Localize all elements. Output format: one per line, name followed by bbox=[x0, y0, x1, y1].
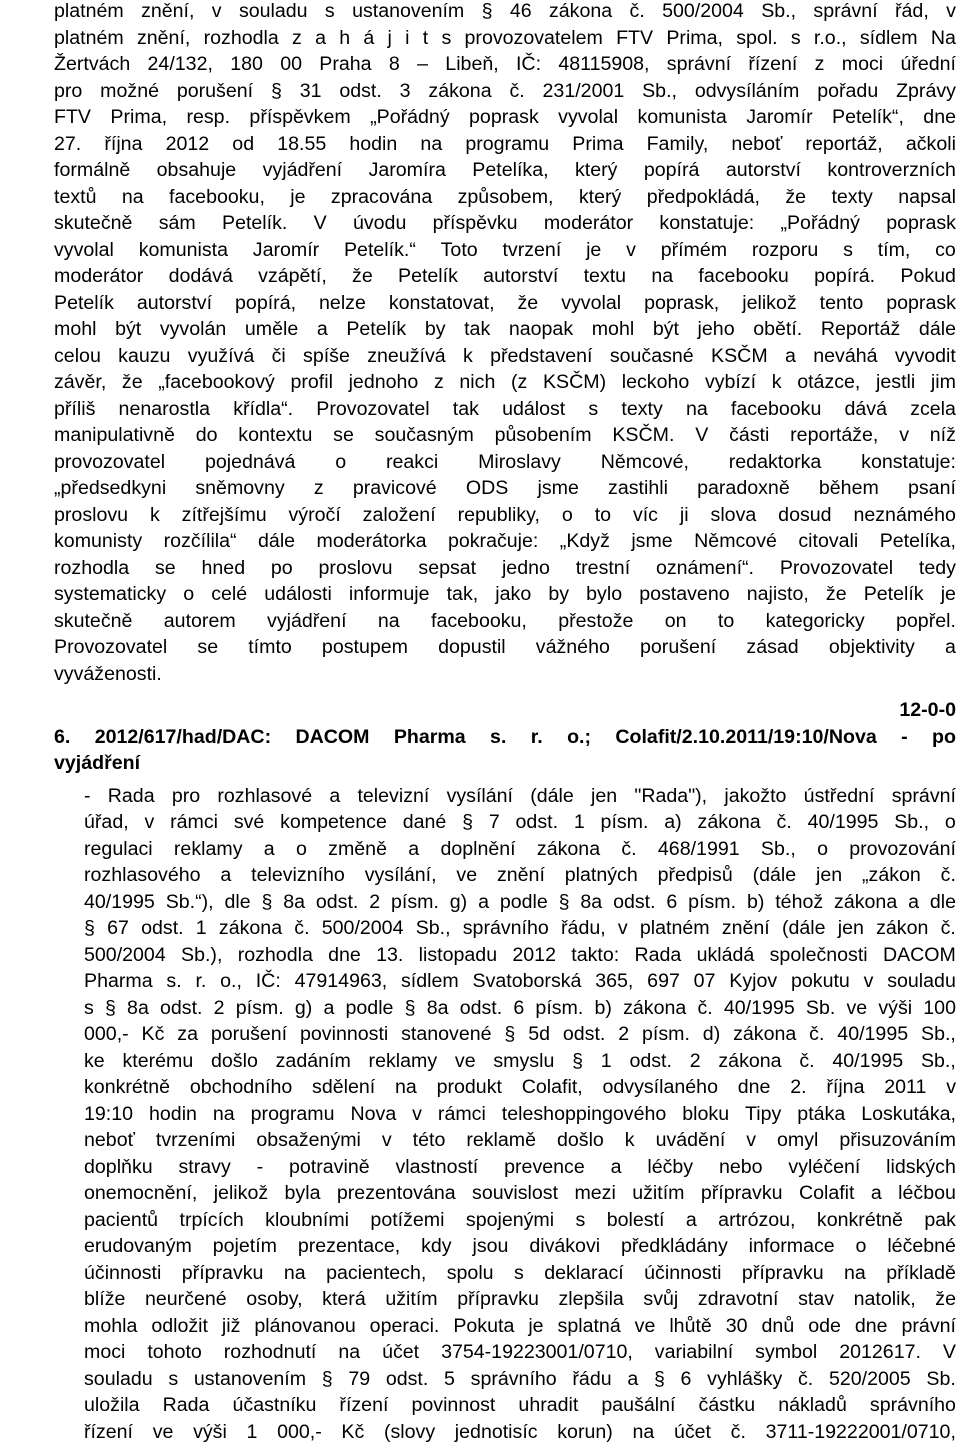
text-line: komunisty rozčílila“ dále moderátorka pokračuje: „Když jsme Němcové citovali Petelíka, bbox=[54, 530, 956, 552]
decision-paragraph-dacom bbox=[54, 783, 956, 1446]
text-line: Žertvách 24/132, 180 00 Praha 8 – Libeň, IČ: 48115908, správní řízení z moci úřední bbox=[54, 53, 956, 75]
text-line: provozovatel pojednává o reakci Miroslavy Němcové, redaktorka konstatuje: bbox=[54, 450, 956, 473]
text-line: rozhlasového a televizního vysílání, ve znění platných předpisů (dále jen „zákon č. bbox=[84, 864, 956, 886]
vote-result-text: 12-0-0 bbox=[899, 699, 956, 721]
text-line: uložila Rada účastníku řízení povinnost uhradit paušální částku nákladů správního bbox=[84, 1394, 956, 1416]
text-line: skutečně sám Petelík. V úvodu příspěvku moderátor konstatuje: „Pořádný poprask bbox=[54, 212, 956, 234]
text-line: pro možné porušení § 31 odst. 3 zákona č. 231/2001 Sb., odvysíláním pořadu Zprávy bbox=[54, 79, 956, 102]
text-line: „předsedkyni sněmovny z pravicové ODS jsme zastihli paradoxně během psaní bbox=[54, 477, 956, 499]
text-line: skutečně autorem vyjádření na facebooku, přestože on to kategoricky popřel. bbox=[54, 609, 956, 632]
text-line: blíže neurčené osoby, která užitím přípravku zlepšila svůj zdravotní stav natolik, že bbox=[84, 1288, 956, 1310]
text-line: vyjádření bbox=[54, 752, 141, 774]
text-line: 500/2004 Sb.), rozhodla dne 13. listopadu 2012 takto: Rada ukládá společnosti DACOM bbox=[84, 943, 956, 966]
text-line: regulaci reklamy a o změně a doplnění zákona č. 468/1991 Sb., o provozování bbox=[84, 837, 956, 860]
text-line: konkrétně obchodního sdělení na produkt Colafit, odvysílaného dne 2. října 2011 v bbox=[84, 1076, 956, 1098]
text-line: - Rada pro rozhlasové a televizní vysílání (dále jen "Rada"), jakožto ústřední správní bbox=[84, 784, 956, 807]
text-line: platném znění, v souladu s ustanovením § 46 zákona č. 500/2004 Sb., správní řád, v bbox=[54, 0, 956, 22]
text-line: moci tohoto rozhodnutí na účet 3754-19223001/0710, variabilní symbol 2012617. V bbox=[84, 1341, 956, 1363]
text-line: vyváženosti. bbox=[54, 662, 162, 685]
text-line: řízení ve výši 1 000,- Kč (slovy jednotisíc korun) na účet č. 3711-19222001/0710, bbox=[84, 1420, 956, 1443]
text-line: 6. 2012/617/had/DAC: DACOM Pharma s. r. o.; Colafit/2.10.2011/19:10/Nova - po bbox=[54, 725, 956, 748]
text-line: formálně obsahuje vyjádření Jaromíra Petelíka, který popírá autorství kontroverzních bbox=[54, 159, 956, 181]
text-line: 000,- Kč za porušení povinnosti stanovené § 5d odst. 2 písm. d) zákona č. 40/1995 Sb., bbox=[84, 1023, 956, 1045]
text-line: neboť tvrzeními obsaženými v této reklamě došlo k uvádění v omyl přisuzováním bbox=[84, 1129, 956, 1151]
text-line: mohla odložit již plánovanou operaci. Pokuta je splatná ve lhůtě 30 dnů ode dne právní bbox=[84, 1314, 956, 1337]
text-line: 27. října 2012 od 18.55 hodin na programu Prima Family, neboť reportáž, ačkoli bbox=[54, 132, 956, 155]
document-page bbox=[54, 0, 956, 1445]
text-line: rozhodla se hned po proslovu sepsat jedno trestní oznámení“. Provozovatel tedy bbox=[54, 556, 956, 579]
text-line: mohl být vyvolán uměle a Petelík by tak naopak mohl být jeho obětí. Reportáž dále bbox=[54, 318, 956, 340]
text-line: 40/1995 Sb.“), dle § 8a odst. 2 písm. g) a podle § 8a odst. 6 písm. b) téhož zákona a dle bbox=[84, 890, 956, 913]
text-line: příliš nenarostla křídla“. Provozovatel tak událost s texty na facebooku dává zcela bbox=[54, 397, 956, 420]
text-line: vyvolal komunista Jaromír Petelík.“ Toto tvrzení je v přímém rozporu s tím, co bbox=[54, 238, 956, 261]
text-line: účinnosti přípravku na pacientech, spolu s deklarací účinnosti přípravku na příkladě bbox=[84, 1261, 956, 1284]
text-line: Petelík autorství popírá, nelze konstatovat, že vyvolal poprask, jelikož tento poprask bbox=[54, 291, 956, 314]
text-line: pacientů trpících kloubními potížemi spojenými s bolestí a artrózou, konkrétně pak bbox=[84, 1208, 956, 1231]
text-line: Provozovatel se tímto postupem dopustil vážného porušení zásad objektivity a bbox=[54, 636, 956, 658]
text-line: závěr, že „facebookový profil jednoho z nich (z KSČM) leckoho vybízí k otázce, jestli jim bbox=[54, 371, 956, 393]
item-heading bbox=[54, 724, 956, 777]
text-line: manipulativně do kontextu se současným působením KSČM. V části reportáže, v níž bbox=[54, 424, 956, 446]
text-line: systematicky o celé události informuje tak, jako by bylo postaveno najisto, že Petelík je bbox=[54, 583, 956, 605]
text-line: proslovu k zítřejšímu výročí založení republiky, o to víc ji slova dosud neznámého bbox=[54, 503, 956, 526]
text-line: FTV Prima, resp. příspěvkem „Pořádný poprask vyvolal komunista Jaromír Petelík“, dne bbox=[54, 106, 956, 128]
text-line: úřad, v rámci své kompetence dané § 7 odst. 1 písm. a) zákona č. 40/1995 Sb., o bbox=[84, 811, 956, 833]
text-line: Pharma s. r. o., IČ: 47914963, sídlem Svatoborská 365, 697 07 Kyjov pokutu v souladu bbox=[84, 970, 956, 992]
decision-paragraph-fts-prima bbox=[54, 0, 956, 687]
text-line: textů na facebooku, je zpracována způsobem, který předpokládá, že texty napsal bbox=[54, 185, 956, 208]
text-line: erudovaným pojetím prezentace, kdy jsou divákovi předkládány informace o léčebné bbox=[84, 1235, 956, 1257]
text-line: souladu s ustanovením § 79 odst. 5 správního řádu a § 6 vyhlášky č. 520/2005 Sb. bbox=[84, 1367, 956, 1390]
text-line: onemocnění, jelikož byla prezentována souvislost mezi užitím přípravku Colafit a léčbou bbox=[84, 1182, 956, 1204]
text-line: doplňku stravy - potravině vlastností prevence a léčby nebo vyléčení lidských bbox=[84, 1155, 956, 1178]
text-line: s § 8a odst. 2 písm. g) a podle § 8a odst. 6 písm. b) zákona č. 40/1995 Sb. ve výši 100 bbox=[84, 996, 956, 1019]
text-line: 19:10 hodin na programu Nova v rámci teleshoppingového bloku Tipy ptáka Loskutáka, bbox=[84, 1102, 956, 1125]
text-line: moderátor dodává vzápětí, že Petelík autorství textu na facebooku popírá. Pokud bbox=[54, 265, 956, 287]
text-line: ke kterému došlo zadáním reklamy ve smyslu § 1 odst. 2 zákona č. 40/1995 Sb., bbox=[84, 1049, 956, 1072]
vote-result bbox=[54, 697, 956, 724]
text-line: § 67 odst. 1 zákona č. 500/2004 Sb., správního řádu, v platném znění (dále jen zákon č. bbox=[84, 917, 956, 939]
text-line: celou kauzu využívá či spíše zneužívá k představení současné KSČM a neváhá vyvodit bbox=[54, 344, 956, 367]
text-line: platném znění, rozhodla z a h á j i t s provozovatelem FTV Prima, spol. s r.o., sídlem Na bbox=[54, 26, 956, 49]
